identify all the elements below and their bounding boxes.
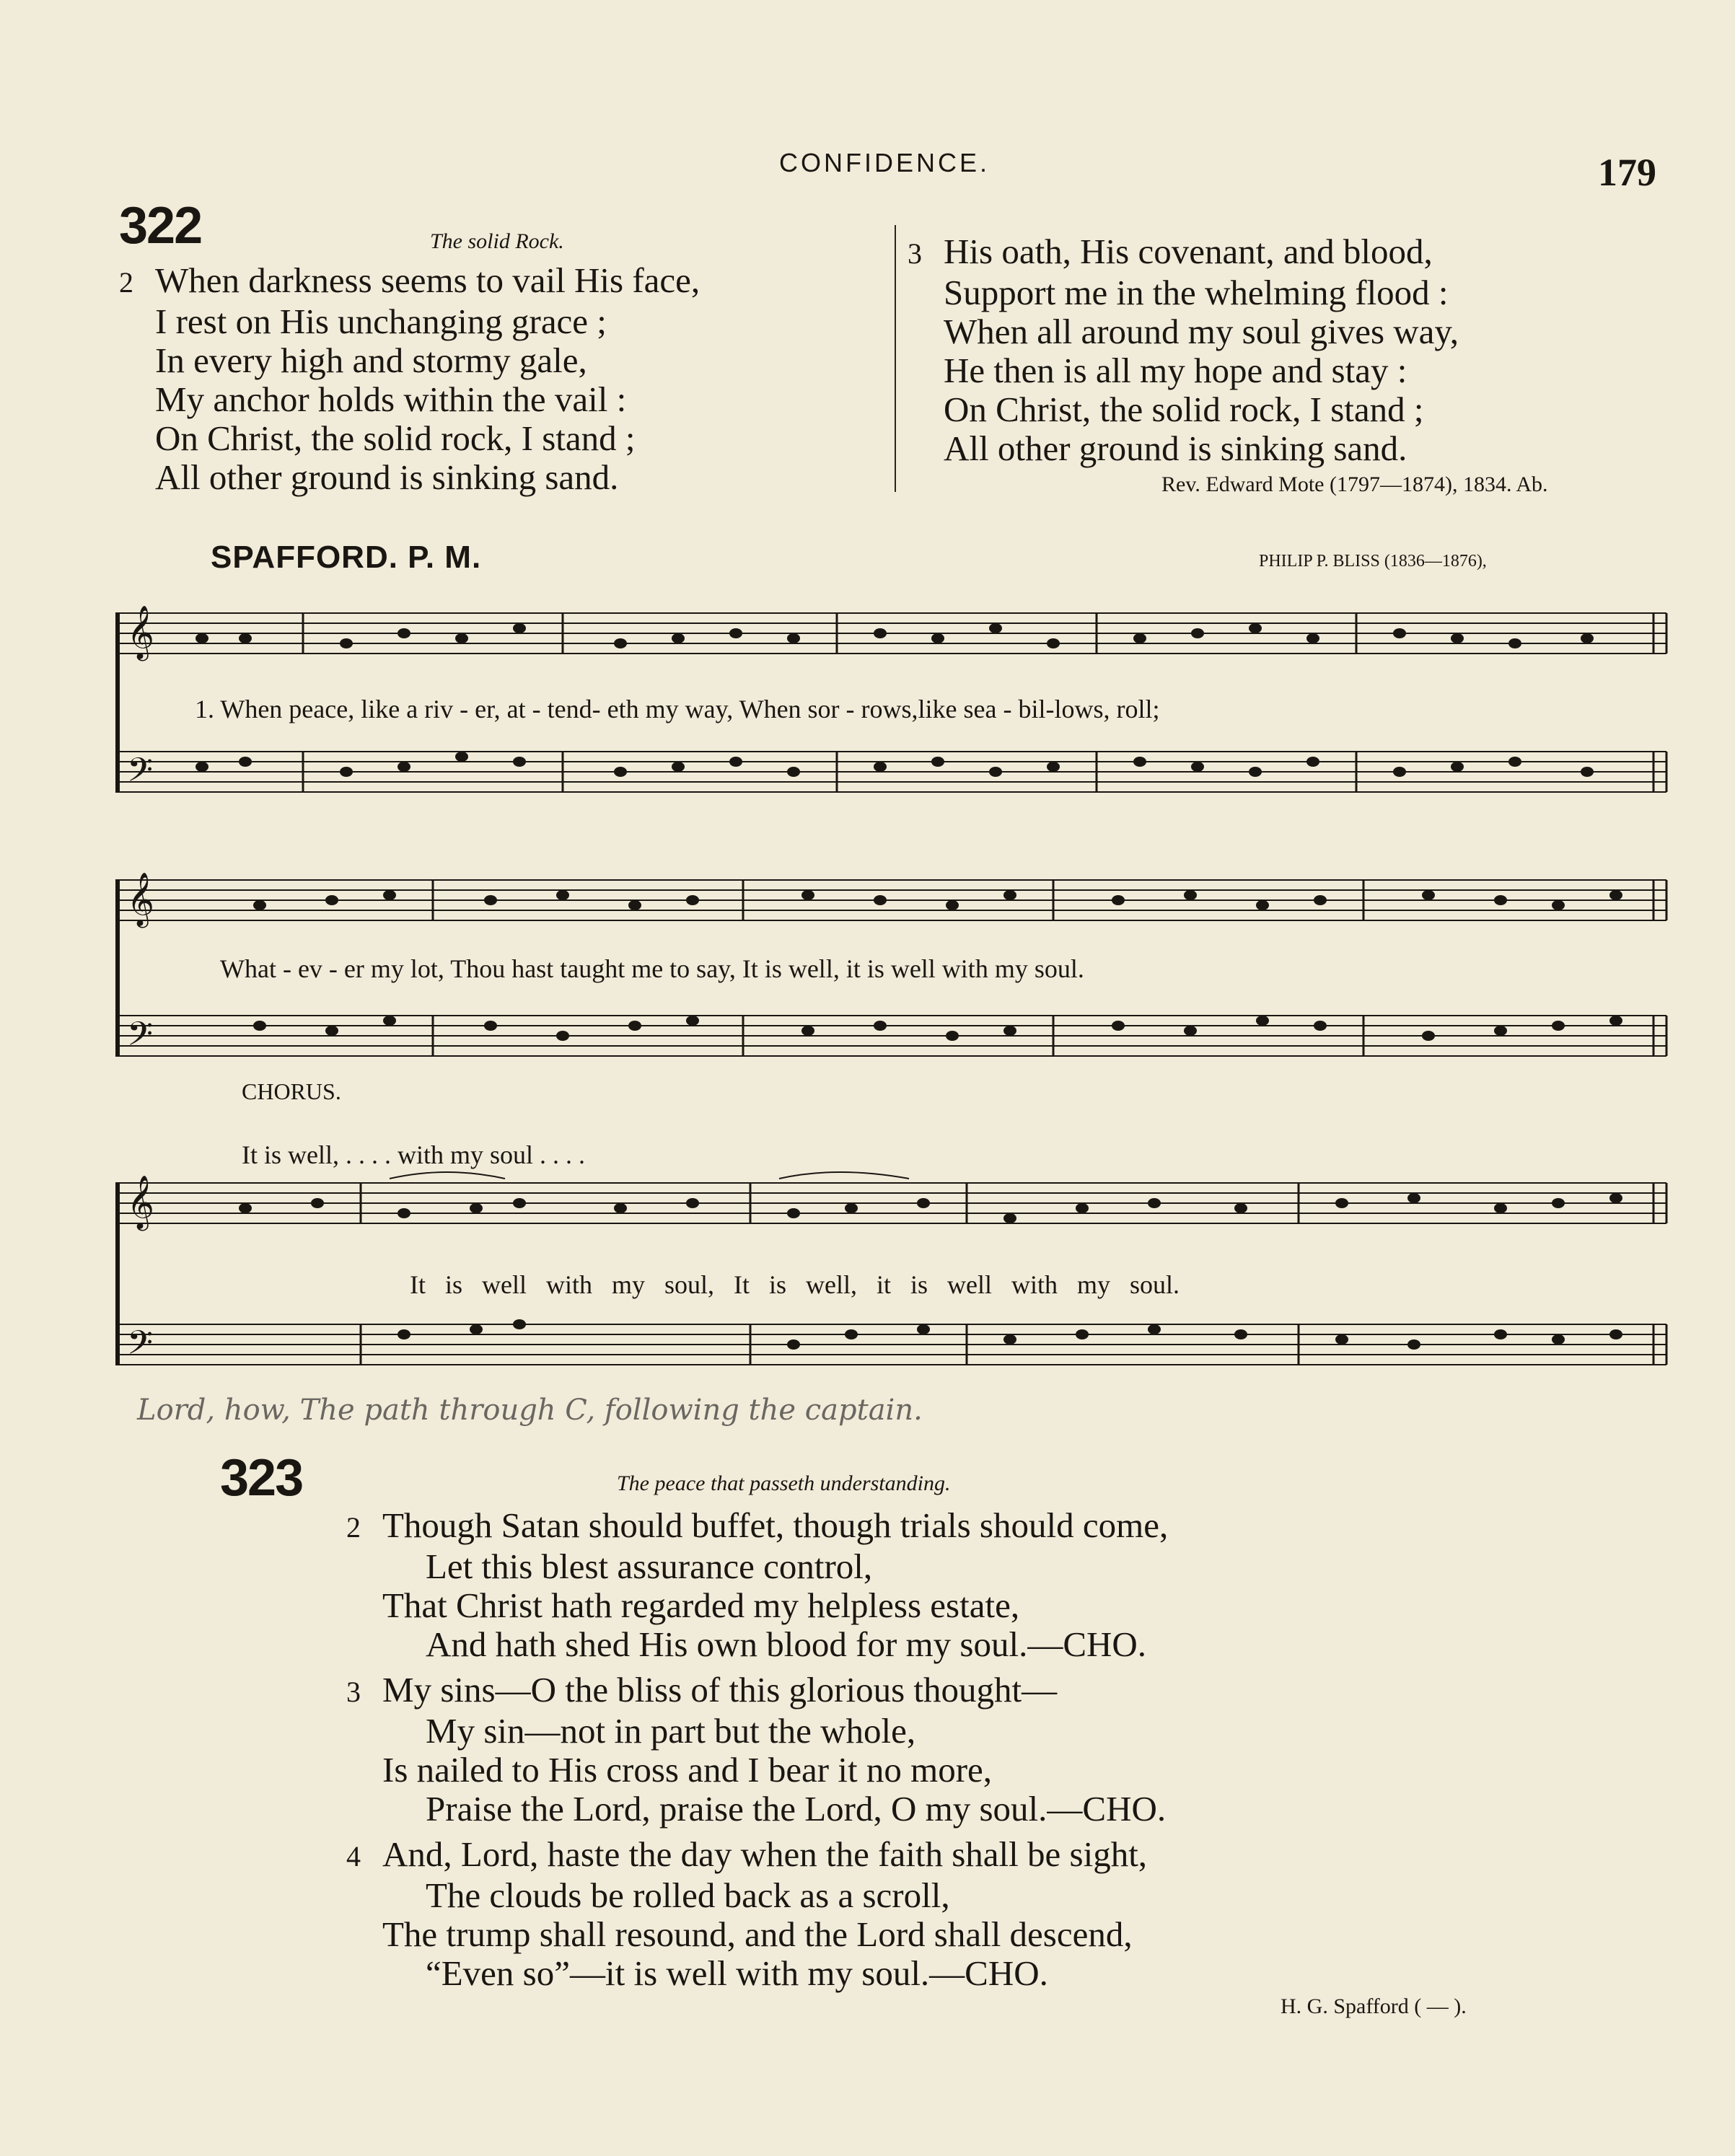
verse-line: The trump shall resound, and the Lord shall descend, [382,1914,1133,1954]
svg-text:𝄢: 𝄢 [127,751,154,798]
verse-line: That Christ hath regarded my helpless estate, [382,1585,1020,1625]
chorus-lower-lyrics: It is well with my soul, It is well, it is well with my soul. [410,1270,1180,1299]
hymn-323-verse-4 [346,1835,1147,1993]
verse-line: Let this blest assurance control, [426,1546,873,1586]
svg-text:𝄢: 𝄢 [127,1324,154,1370]
verse-line: When all around my soul gives way, [944,312,1459,351]
hymn-322-verse-3 [908,232,1459,468]
verse-line: The clouds be rolled back as a scroll, [426,1875,950,1915]
hymn-323-verse-2 [346,1506,1168,1664]
page-number: 179 [1598,151,1656,194]
verse-number: 2 [119,266,133,299]
svg-text:𝄢: 𝄢 [127,1015,154,1062]
verse-line: My sins—O the bliss of this glorious thought— [382,1670,1058,1710]
verse-number: 4 [346,1840,361,1873]
svg-text:𝄞: 𝄞 [127,606,154,659]
verse-number: 2 [346,1511,361,1544]
verse-line: And hath shed His own blood for my soul.—CHO. [426,1624,1147,1664]
verse-line: My anchor holds within the vail : [155,379,627,419]
running-title: CONFIDENCE. [779,148,991,177]
svg-text:𝄞: 𝄞 [127,1176,154,1229]
verse-line: Support me in the whelming flood : [944,273,1449,312]
verse-line: All other ground is sinking sand. [944,428,1407,468]
hymn-323-verse-3 [346,1671,1166,1829]
verse-line: “Even so”—it is well with my soul.—CHO. [426,1953,1048,1993]
verse-line: In every high and stormy gale, [155,340,587,380]
hymn-323-attribution: H. G. Spafford ( — ). [1281,1994,1467,2018]
verse-line: When darkness seems to vail His face, [155,260,700,300]
verse-number: 3 [908,237,922,270]
hymn-number-323: 323 [220,1449,303,1507]
verse-line: On Christ, the solid rock, I stand ; [155,418,636,458]
verse-line: I rest on His unchanging grace ; [155,302,607,341]
verse-line: And, Lord, haste the day when the faith shall be sight, [382,1834,1148,1874]
chorus-upper-lyrics: It is well, . . . . with my soul . . . . [242,1140,585,1169]
verse-line: On Christ, the solid rock, I stand ; [944,390,1424,429]
verse-line: All other ground is sinking sand. [155,457,619,497]
hymn-323-subtitle: The peace that passeth understanding. [617,1471,951,1495]
tune-name: SPAFFORD. P. M. [211,540,482,575]
verse-line: Is nailed to His cross and I bear it no more, [382,1750,993,1790]
lyrics-line-1: 1. When peace, like a riv - er, at - tend- eth my way, When sor - rows,like sea - bil-lows, roll; [195,695,1160,723]
verse-line: His oath, His covenant, and blood, [944,232,1433,271]
composer-credit: PHILIP P. BLISS (1836—1876), [1259,552,1487,571]
verse-line: My sin—not in part but the whole, [426,1711,916,1751]
lyrics-line-2: What - ev - er my lot, Thou hast taught me to say, It is well, it is well with my soul. [220,954,1084,983]
verse-line: Though Satan should buffet, though trials should come, [382,1505,1169,1545]
column-divider [895,225,896,492]
hymn-322-subtitle: The solid Rock. [430,229,564,253]
hymn-322-attribution: Rev. Edward Mote (1797—1874), 1834. Ab. [1161,472,1548,496]
handwritten-annotation: Lord, how, The path through C, following the captain. [137,1394,923,1427]
verse-number: 3 [346,1676,361,1708]
verse-line: Praise the Lord, praise the Lord, O my soul.—CHO. [426,1789,1167,1829]
chorus-label: CHORUS. [242,1078,341,1104]
hymn-322-verse-2 [119,261,700,497]
svg-text:𝄞: 𝄞 [127,873,154,926]
verse-line: He then is all my hope and stay : [944,351,1407,390]
hymn-number-322: 322 [119,197,202,255]
